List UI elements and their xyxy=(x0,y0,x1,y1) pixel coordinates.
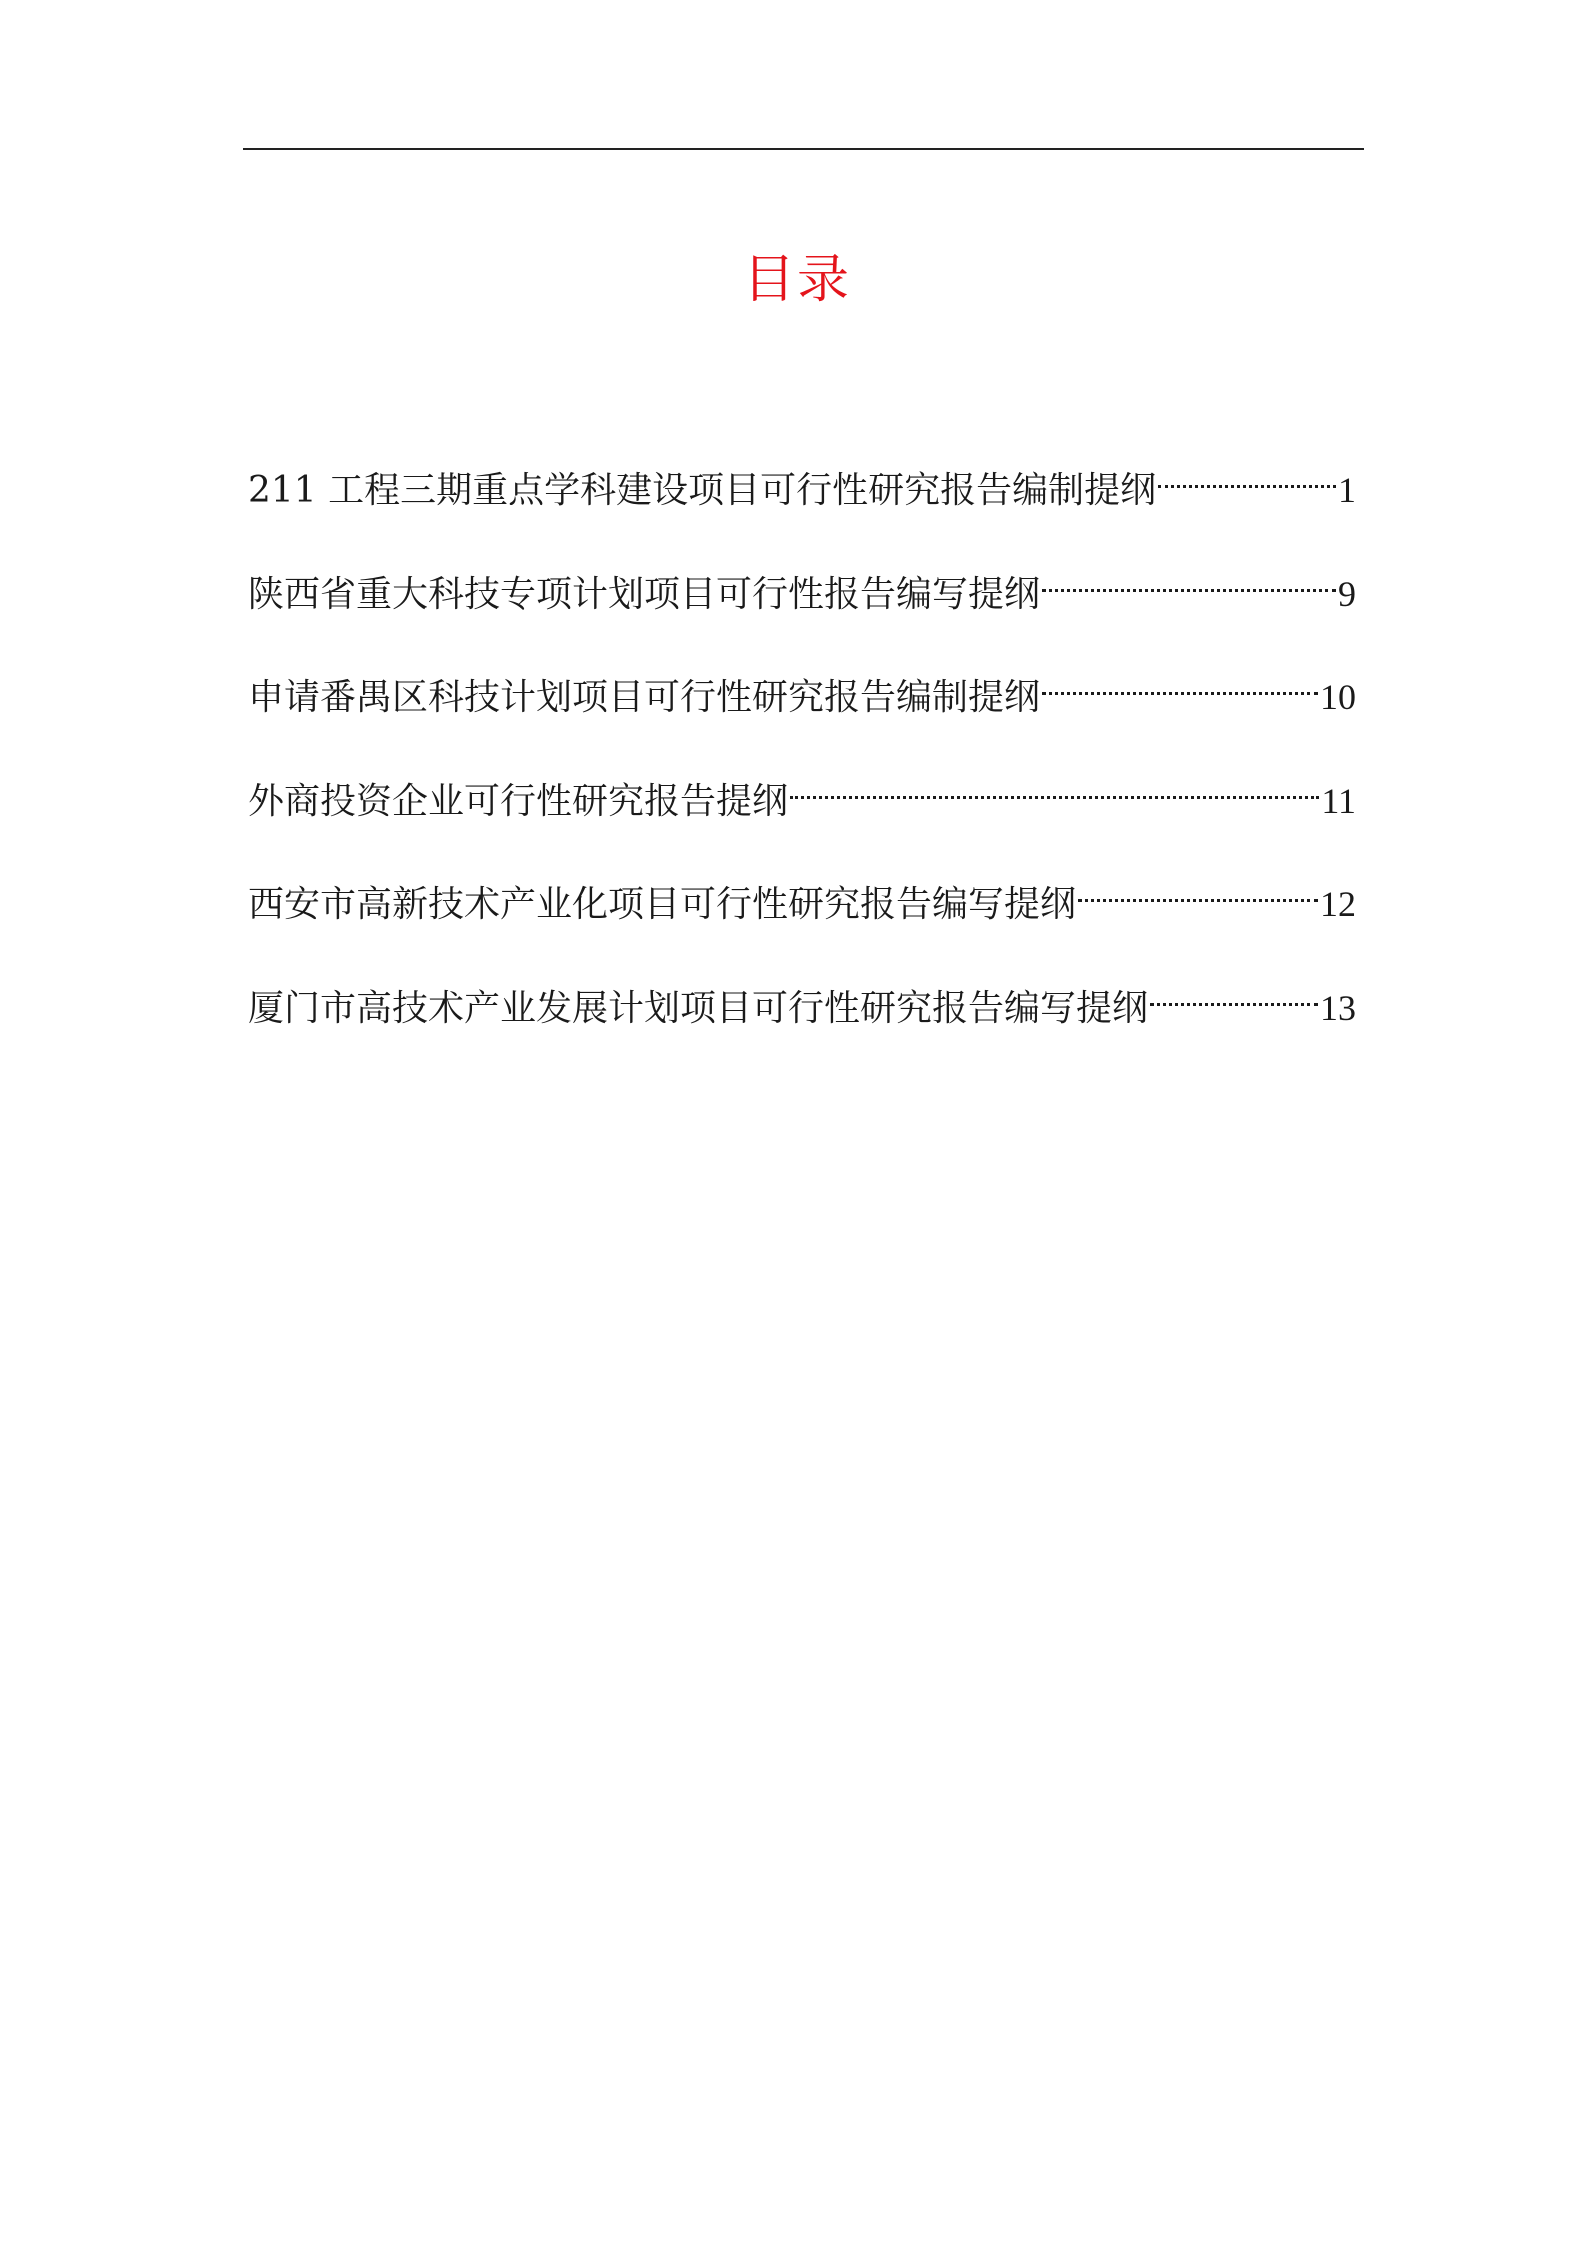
toc-entry-title: 厦门市高技术产业发展计划项目可行性研究报告编写提纲 xyxy=(248,987,1149,1029)
toc-list xyxy=(248,440,1356,1062)
dot-leader xyxy=(1042,647,1318,709)
dot-leader xyxy=(1158,440,1336,502)
toc-entry-title: 西安市高新技术产业化项目可行性研究报告编写提纲 xyxy=(248,884,1077,926)
dot-leader xyxy=(1078,854,1318,916)
toc-entry-title: 211 工程三期重点学科建设项目可行性研究报告编制提纲 xyxy=(248,470,1157,511)
toc-entry[interactable] xyxy=(248,854,1356,926)
dot-leader xyxy=(790,751,1319,813)
toc-entry[interactable] xyxy=(248,544,1356,615)
dot-leader xyxy=(1150,958,1318,1020)
toc-entry-page: 11 xyxy=(1321,780,1356,821)
toc-entry-page: 13 xyxy=(1320,987,1356,1028)
toc-entry[interactable] xyxy=(248,958,1356,1029)
toc-entry[interactable] xyxy=(248,647,1356,719)
toc-entry-title: 陕西省重大科技专项计划项目可行性报告编写提纲 xyxy=(248,573,1041,615)
toc-entry-page: 9 xyxy=(1338,573,1356,614)
toc-entry-title: 外商投资企业可行性研究报告提纲 xyxy=(248,780,789,822)
toc-entry[interactable] xyxy=(248,440,1356,511)
toc-entry-page: 12 xyxy=(1320,884,1356,925)
dot-leader xyxy=(1042,544,1336,606)
toc-entry[interactable] xyxy=(248,751,1356,822)
header-rule xyxy=(243,148,1364,150)
toc-entry-page: 1 xyxy=(1338,470,1356,510)
toc-entry-page: 10 xyxy=(1320,677,1356,718)
toc-entry-title: 申请番禺区科技计划项目可行性研究报告编制提纲 xyxy=(248,677,1041,719)
toc-title: 目录 xyxy=(742,250,851,310)
